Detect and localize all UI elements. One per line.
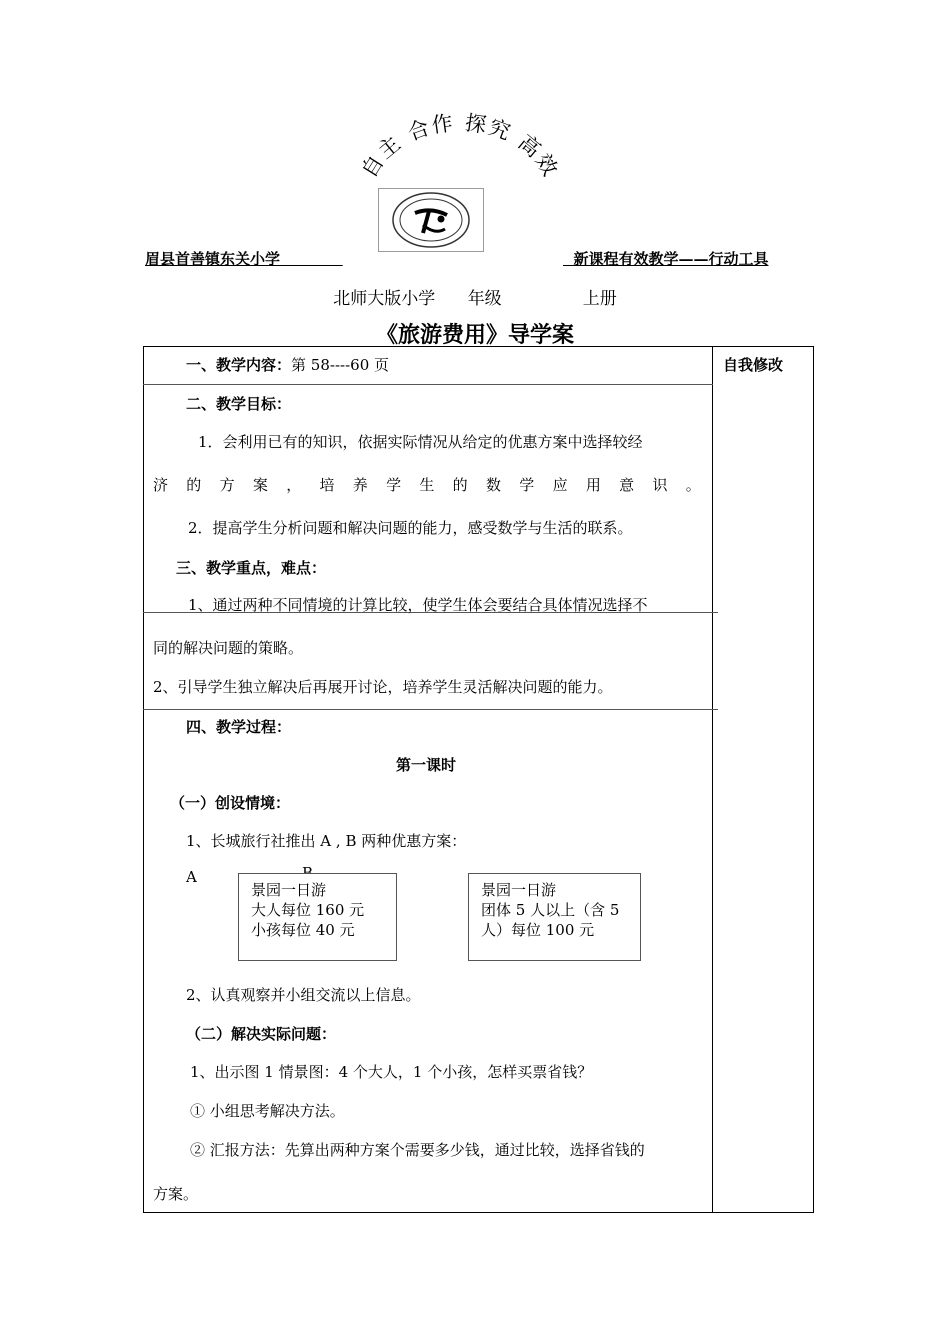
row-divider-1: [143, 384, 713, 385]
self-revision-heading: 自我修改: [723, 356, 784, 374]
plan-b-card: [468, 873, 641, 961]
plan-a-line: 景园一日游: [251, 881, 327, 899]
goal1-line2: 济 的 方 案 ， 培 养 学 生 的 数 学 应 用 意 识 。: [153, 476, 701, 494]
goal1-line1: 1．会利用已有的知识，依据实际情况从给定的优惠方案中选择较经: [198, 433, 643, 451]
motto-text: 自主 合作 探究 高效: [356, 110, 564, 182]
point2: 2、引导学生独立解决后再展开讨论，培养学生灵活解决问题的能力。: [153, 678, 613, 696]
section1-title: 一、教学内容：: [186, 356, 292, 374]
plan-b-line: 人）每位 100 元: [481, 921, 595, 939]
step1: ① 小组思考解决方法。: [190, 1102, 345, 1120]
part2-title: （二）解决实际问题：: [186, 1025, 337, 1043]
plan-b-line: 景园一日游: [481, 881, 557, 899]
teaching-content: [186, 354, 389, 375]
row-divider-3: [143, 709, 718, 710]
point1-line1: 1、通过两种不同情境的计算比较，使学生体会要结合具体情况选择不: [188, 596, 648, 614]
lesson-heading: 第一课时: [396, 756, 457, 774]
step2-line1: ② 汇报方法：先算出两种方案个需要多少钱，通过比较，选择省钱的: [190, 1141, 645, 1159]
document-title: 《旅游费用》导学案: [375, 322, 574, 348]
edition-label: 北师大版小学: [333, 289, 436, 309]
school-emblem-icon: [379, 189, 483, 251]
section4-title: 四、教学过程：: [186, 718, 292, 736]
column-divider: [712, 346, 713, 1213]
tool-header: 新课程有效教学——行动工具: [573, 250, 769, 268]
plan-a-line: 小孩每位 40 元: [251, 921, 355, 939]
grade-label: 年级: [467, 289, 502, 309]
volume-label: 上册: [582, 289, 617, 309]
part2-item1: 1、出示图 1 情景图：4 个大人，1 个小孩，怎样买票省钱？: [190, 1063, 593, 1081]
svg-text:自主 合作 探究 高效: [357, 111, 563, 182]
section2-title: 二、教学目标：: [186, 395, 292, 413]
section3-title: 三、教学重点，难点：: [176, 559, 327, 577]
step2-line2: 方案。: [153, 1185, 199, 1203]
school-header: 眉县首善镇东关小学: [145, 250, 281, 268]
part1-item2: 2、认真观察并小组交流以上信息。: [186, 986, 421, 1004]
plan-b-line: 团体 5 人以上（含 5: [481, 901, 620, 919]
part1-title: （一）创设情境：: [170, 794, 291, 812]
point1-line2: 同的解决问题的策略。: [153, 639, 304, 657]
section1-value: 第 58----60 页: [291, 356, 389, 374]
school-logo: [378, 188, 484, 252]
plan-a-card: [238, 873, 397, 961]
part1-item1: 1、长城旅行社推出 A , B 两种优惠方案：: [186, 832, 467, 850]
subheader: [0, 284, 950, 309]
goal2: 2．提高学生分析问题和解决问题的能力，感受数学与生活的联系。: [188, 519, 633, 537]
plan-a-line: 大人每位 160 元: [251, 901, 365, 919]
plan-a-label: A: [186, 868, 197, 886]
